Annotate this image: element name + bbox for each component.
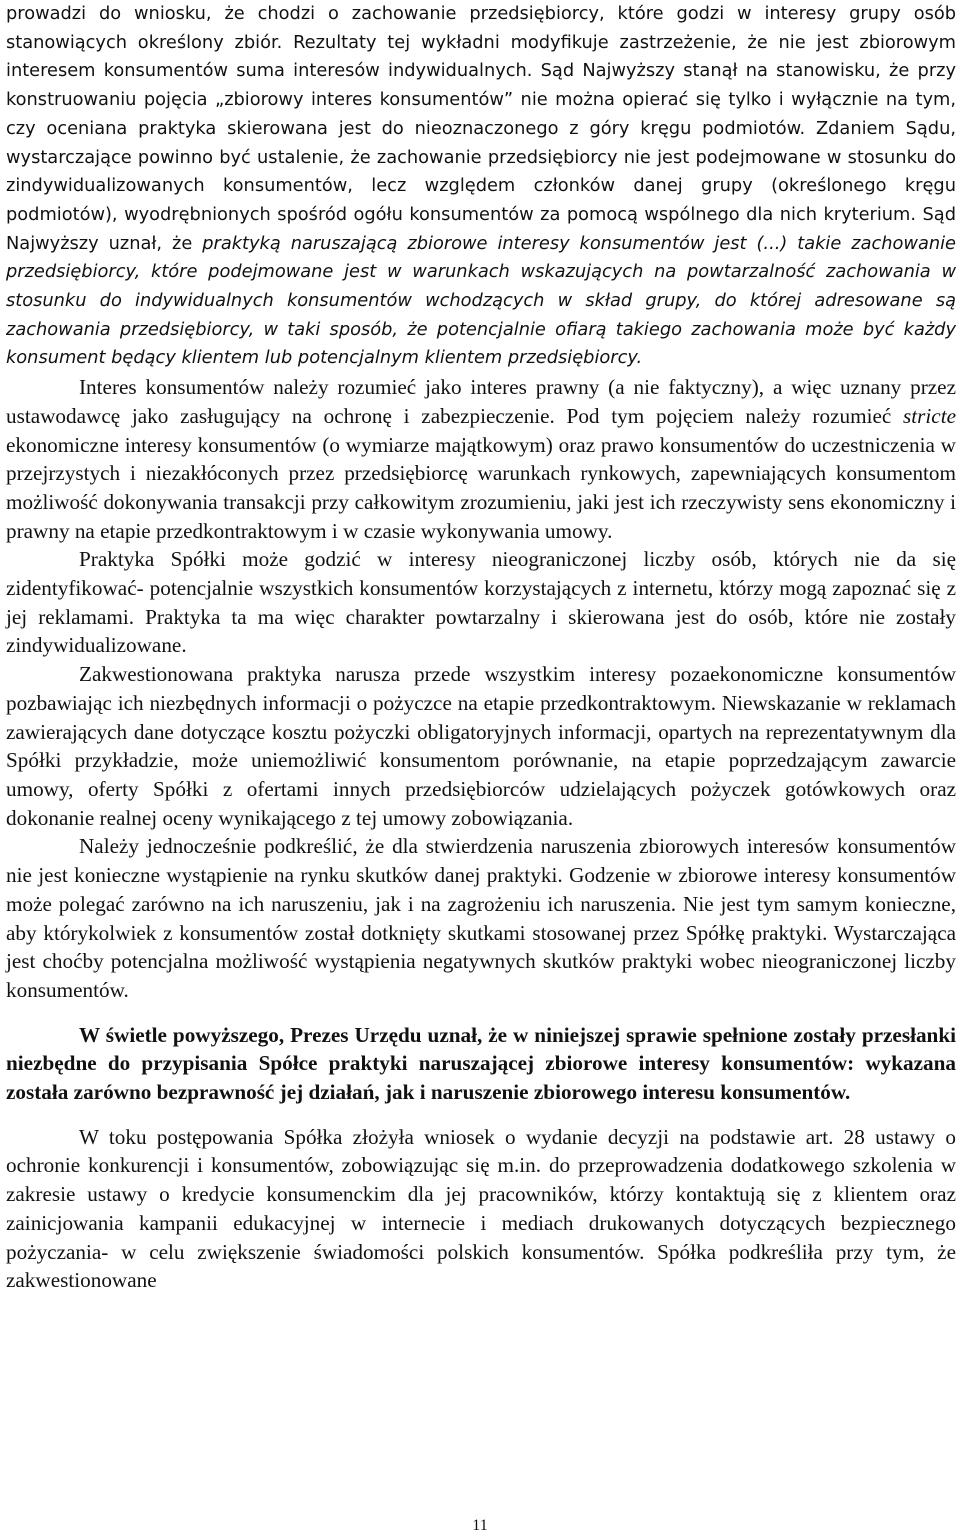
paragraph-conclusion: W świetle powyższego, Prezes Urzędu uznał, że w niniejszej sprawie spełnione zostały przesłanki niezbędne do przypisania Spółce praktyki naruszającej zbiorowe interesy konsumentów: wykazana została zarówno bezprawność jej działań, jak i naruszenie zbiorowego interesu konsumentów. [6, 1022, 956, 1105]
supreme-court-quote: praktyką naruszającą zbiorowe interesy konsumentów jest (...) takie zachowanie przedsiębiorcy, które podejmowane jest w warunkach wskazujących na powtarzalność zachowania w stosunku do indywidualnych konsumentów wchodzących w skład grupy, do której adresowane są zachowania przedsiębiorcy, w taki sposób, że potencjalnie ofiarą takiego zachowania może być każdy konsument będący klientem lub potencjalnym klientem przedsiębiorcy. [6, 232, 956, 369]
paragraph-commitment-request: W toku postępowania Spółka złożyła wniosek o wydanie decyzji na podstawie art. 28 ustawy o ochronie konkurencji i konsumentów, zobowiązując się m.in. do przeprowadzenia dodatkowego szkolenia w zakresie ustawy o kredycie konsumenckim dla jej pracowników, którzy kontaktują się z klientem oraz zainicjowania kampanii edukacyjnej w internecie i mediach drukowanych dotyczących bezpiecznego pożyczania- w celu zwiększenie świadomości polskich konsumentów. Spółka podkreśliła przy tym, że zakwestionowane [6, 1124, 956, 1293]
paragraph-text: ekonomiczne interesy konsumentów (o wymiarze majątkowym) oraz prawo konsumentów do uczestniczenia w przejrzystych i niezakłóconych przez przedsiębiorcę warunkach rynkowych, zapewniających konsumentom możliwość dokonywania transakcji przy całkowitym zrozumieniu, jaki jest ich rzeczywisty sens ekonomiczny i prawny na etapie przedkontraktowym i w czasie wykonywania umowy. [6, 432, 956, 543]
paragraph-company-practice: Praktyka Spółki może godzić w interesy nieograniczonej liczby osób, których nie da się zidentyfikować- potencjalnie wszystkich konsumentów korzystających z internetu, którzy mogą zapoznać się z jej reklamami. Praktyka ta ma więc charakter powtarzalny i skierowana jest do osób, które nie zostały zindywidualizowane. [6, 547, 956, 658]
paragraph-consumer-interest [6, 373, 956, 545]
paragraph-text: Interes konsumentów należy rozumieć jako interes prawny (a nie faktyczny), a więc uznany przez ustawodawcę jako zasługujący na ochronę i zabezpieczenie. Pod tym pojęciem należy rozumieć [6, 375, 956, 428]
paragraph-questioned-practice: Zakwestionowana praktyka narusza przede wszystkim interesy pozaekonomiczne konsumentów pozbawiając ich niezbędnych informacji o pożyczce na etapie przedkontraktowym. Niewskazanie w reklamach zawierających dane dotyczące kosztu pożyczki obligatoryjnych informacji, opartych na reprezentatywnym dla Spółki przykładzie, może uniemożliwić konsumentom porównanie, na etapie poprzedzającym zawarcie umowy, oferty Spółki z ofertami innych przedsiębiorców udzielających pożyczek gotówkowych oraz dokonanie realnej oceny wynikającego z tej umowy zobowiązania. [6, 662, 956, 830]
paragraph-collective-interest-definition [6, 0, 956, 373]
paragraph-gap [6, 1005, 956, 1021]
paragraph-effects-not-required: Należy jednocześnie podkreślić, że dla stwierdzenia naruszenia zbiorowych interesów konsumentów nie jest konieczne wystąpienie na rynku skutków danej praktyki. Godzenie w zbiorowe interesy konsumentów może polegać zarówno na ich naruszeniu, jak i na zagrożeniu ich naruszenia. Nie jest tym samym konieczne, aby którykolwiek z konsumentów został dotknięty skutkami stosowanej przez Spółkę praktyki. Wystarczająca jest choćby potencjalna możliwość wystąpienia negatywnych skutków praktyki wobec nieograniczonej liczby konsumentów. [6, 834, 956, 1002]
latin-term: stricte [903, 403, 956, 428]
paragraph-gap [6, 1107, 956, 1123]
paragraph-text: prowadzi do wniosku, że chodzi o zachowanie przedsiębiorcy, które godzi w interesy grupy osób stanowiących określony zbiór. Rezultaty tej wykładni modyfikuje zastrzeżenie, że nie jest zbiorowym interesem konsumentów suma interesów indywidualnych. Sąd Najwyższy stanął na stanowisku, że przy konstruowaniu pojęcia „zbiorowy interes konsumentów” nie można opierać się tylko i wyłącznie na tym, czy oceniana praktyka skierowana jest do nieoznaczonego z góry kręgu podmiotów. Zdaniem Sądu, wystarczające powinno być ustalenie, że zachowanie przedsiębiorcy nie jest podejmowane w stosunku do zindywidualizowanych konsumentów, lecz względem członków danej grupy (określonego kręgu podmiotów), wyodrębnionych spośród ogółu konsumentów za pomocą wspólnego dla nich kryterium. Sąd Najwyższy uznał, że [6, 3, 956, 254]
document-page [6, 0, 956, 1295]
page-number: 11 [472, 1517, 488, 1534]
